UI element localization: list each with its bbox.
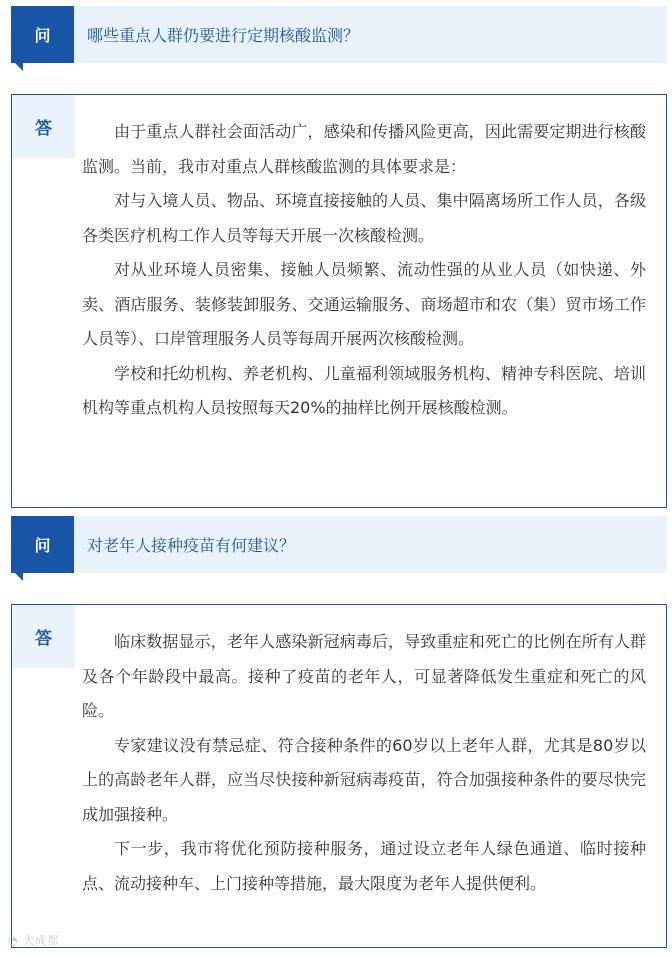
question-badge-tail xyxy=(15,63,23,71)
watermark-text: 大成都 xyxy=(23,934,60,947)
question-block-1 xyxy=(11,6,667,63)
answer-badge: 答 xyxy=(12,605,75,668)
answer-paragraph: 临床数据显示，老年人感染新冠病毒后，导致重症和死亡的比例在所有人群及各个年龄段中最高。接种了疫苗的老年人，可显著降低发生重症和死亡的风险。 xyxy=(82,632,646,720)
question-text: 对老年人接种疫苗有何建议？ xyxy=(87,536,296,555)
answer-body xyxy=(82,115,646,426)
answer-body xyxy=(82,625,646,901)
answer-paragraph: 学校和托幼机构、养老机构、儿童福利领域服务机构、精神专科医院、培训机构等重点机构人员按照每天20%的抽样比例开展核酸检测。 xyxy=(82,363,646,417)
watermark xyxy=(8,932,59,948)
question-badge: 问 xyxy=(11,6,74,63)
answer-paragraph: 对与入境人员、物品、环境直接接触的人员、集中隔离场所工作人员，各级各类医疗机构工作人员等每天开展一次核酸检测。 xyxy=(82,191,646,245)
answer-paragraph: 专家建议没有禁忌症、符合接种条件的60岁以上老年人群，尤其是80岁以上的高龄老年人群，应当尽快接种新冠病毒疫苗，符合加强接种条件的要尽快完成加强接种。 xyxy=(82,735,646,824)
weibo-icon: ◔ xyxy=(8,934,24,947)
answer-paragraph: 由于重点人群社会面活动广，感染和传播风险更高，因此需要定期进行核酸监测。当前，我市对重点人群核酸监测的具体要求是： xyxy=(82,122,646,176)
answer-paragraph: 对从业环境人员密集、接触人员频繁、流动性强的从业人员（如快递、外卖、酒店服务、装修装卸服务、交通运输服务、商场超市和农（集）贸市场工作人员等）、口岸管理服务人员等每周开展两次核酸检测。 xyxy=(82,260,646,348)
question-text: 哪些重点人群仍要进行定期核酸监测？ xyxy=(87,26,360,45)
answer-badge: 答 xyxy=(12,95,75,158)
question-badge-tail xyxy=(15,573,23,581)
answer-paragraph: 下一步，我市将优化预防接种服务，通过设立老年人绿色通道、临时接种点、流动接种车、上门接种等措施，最大限度为老年人提供便利。 xyxy=(82,839,646,893)
question-block-2 xyxy=(11,516,667,573)
answer-block-2 xyxy=(11,604,667,948)
question-badge: 问 xyxy=(11,516,74,573)
answer-block-1 xyxy=(11,94,667,508)
